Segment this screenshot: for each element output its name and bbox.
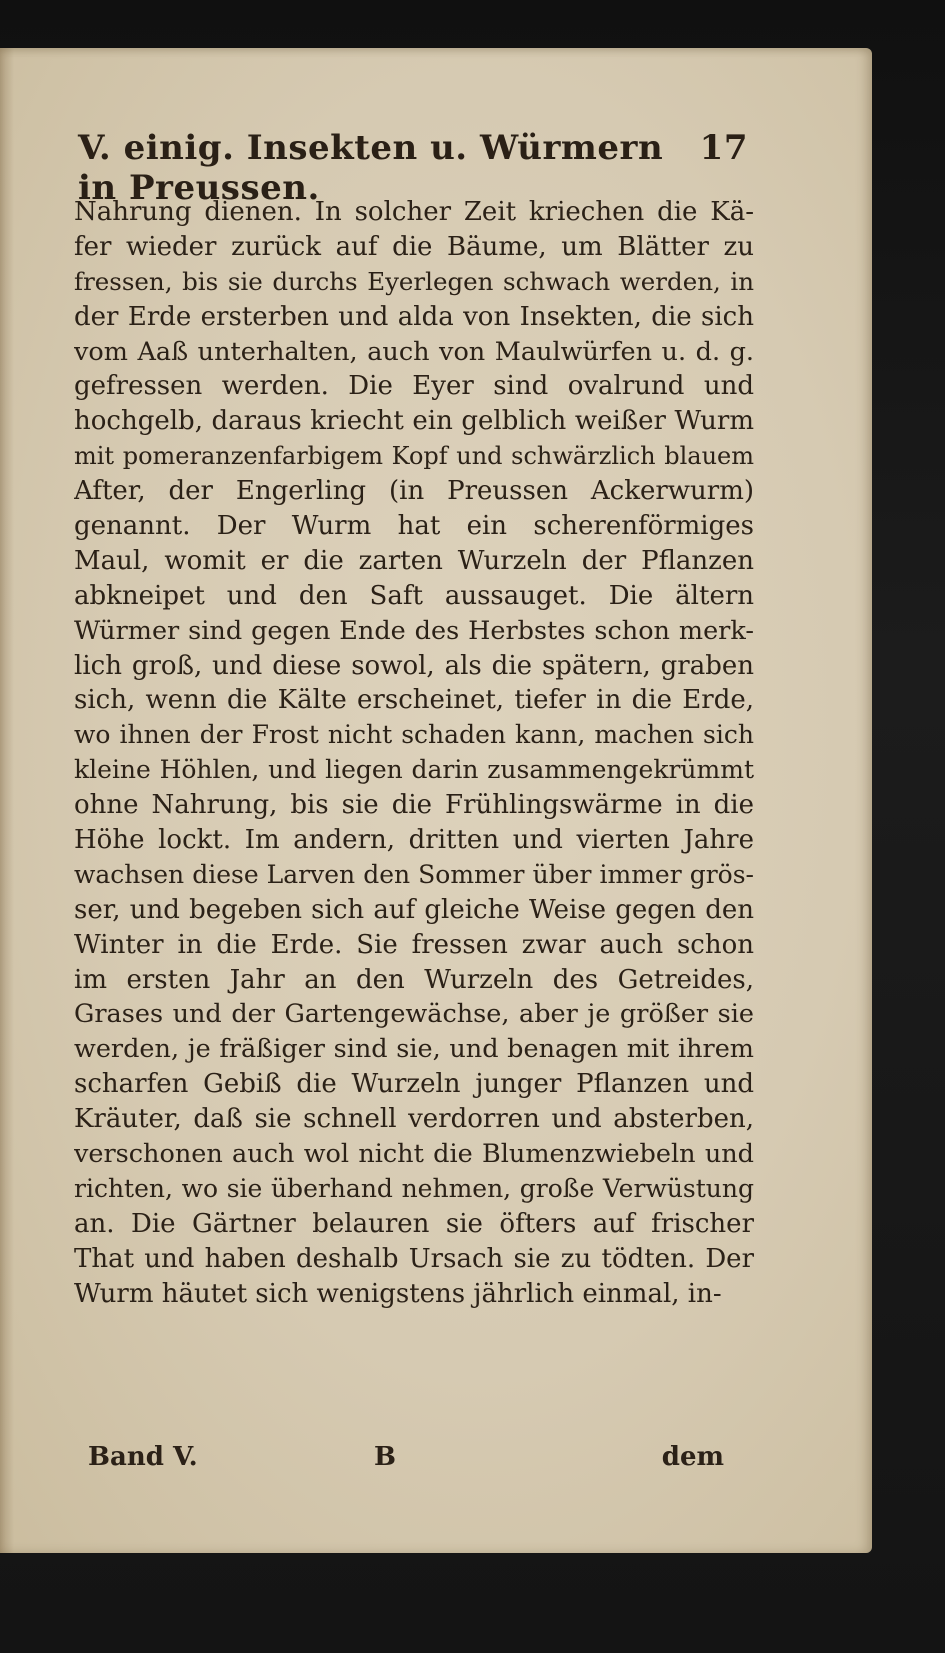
book-page [0,48,872,1553]
text-line: Nahrung dienen. In solcher Zeit kriechen die Kä- [74,197,754,227]
text-line: verschonen auch wol nicht die Blumenzwiebeln und [74,1139,754,1170]
text-line: fressen, bis sie durchs Eyerlegen schwach werden, in [74,266,754,296]
catchword: dem [661,1442,724,1472]
text-line: genannt. Der Wurm hat ein scherenförmiges [74,511,754,542]
body-text [74,195,754,1312]
running-title: V. einig. Insekten u. Würmern in Preussen. [78,128,664,208]
page-gutter-shadow [0,48,14,1553]
text-line: hochgelb, daraus kriecht ein gelblich weißer Wurm [74,406,754,437]
text-line: Höhe lockt. Im andern, dritten und vierten Jahre [74,825,754,856]
text-line: werden, je fräßiger sind sie, und benagen mit ihrem [74,1034,754,1065]
text-line: kleine Höhlen, und liegen darin zusammengekrümmt [74,755,754,785]
text-line: im ersten Jahr an den Wurzeln des Getreides, [74,964,754,995]
text-line: der Erde ersterben und alda von Insekten, die sich [74,301,754,332]
text-line: After, der Engerling (in Preussen Ackerwurm) [74,476,754,507]
text-line: Grases und der Gartengewächse, aber je größer sie [74,999,754,1030]
text-line: Kräuter, daß sie schnell verdorren und absterben, [74,1104,754,1135]
text-line: scharfen Gebiß die Wurzeln junger Pflanzen und [74,1069,754,1100]
text-line: ser, und begeben sich auf gleiche Weise gegen den [74,894,754,925]
signature-mark: B [374,1442,396,1472]
page-header [78,128,748,208]
text-line: Winter in die Erde. Sie fressen zwar auch schon [74,929,754,960]
text-line: ohne Nahrung, bis sie die Frühlingswärme in die [74,790,754,821]
text-line: abkneipet und den Saft aussauget. Die ältern [74,580,754,611]
text-line: wachsen diese Larven den Sommer über immer grös- [74,859,754,889]
text-line: mit pomeranzenfarbigem Kopf und schwärzlich blauem [74,442,754,471]
text-line: That und haben deshalb Ursach sie zu tödten. Der [74,1243,754,1274]
text-line: lich groß, und diese sowol, als die spätern, graben [74,650,754,681]
text-line: richten, wo sie überhand nehmen, große Verwüstung [74,1173,754,1203]
page-number: 17 [699,128,748,168]
text-line: gefressen werden. Die Eyer sind ovalrund und [74,371,754,402]
volume-label: Band V. [88,1442,198,1472]
text-line: wo ihnen der Frost nicht schaden kann, machen sich [74,720,754,750]
text-line: an. Die Gärtner belauren sie öfters auf frischer [74,1208,754,1239]
page-footer [88,1442,724,1482]
text-line: Würmer sind gegen Ende des Herbstes schon merk- [74,615,754,646]
text-line: fer wieder zurück auf die Bäume, um Blätter zu [74,231,754,262]
text-line: Maul, womit er die zarten Wurzeln der Pflanzen [74,545,754,576]
text-line: sich, wenn die Kälte erscheinet, tiefer in die Erde, [74,685,754,716]
text-line: vom Aaß unterhalten, auch von Maulwürfen u. d. g. [74,336,754,367]
text-line: Wurm häutet sich wenigstens jährlich einmal, in- [74,1278,722,1309]
